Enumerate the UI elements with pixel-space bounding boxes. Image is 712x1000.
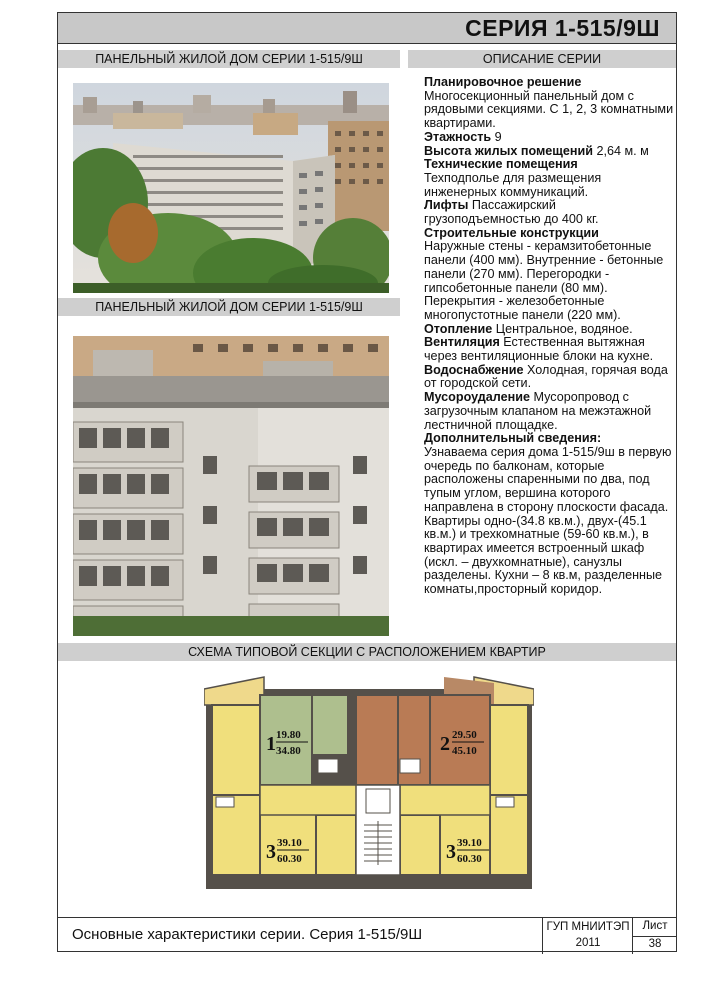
description-section: [424, 131, 674, 145]
description-section: [424, 76, 674, 131]
title-bar: [58, 13, 676, 44]
apt3a-total-area: 60.30: [277, 853, 302, 865]
sheet-number: 38: [648, 938, 662, 950]
description-section: [424, 199, 674, 226]
plan-header: СХЕМА ТИПОВОЙ СЕКЦИИ С РАСПОЛОЖЕНИЕМ КВАРТИР: [58, 643, 676, 661]
description-heading: Планировочное решение: [424, 75, 582, 89]
description-section: [424, 158, 674, 199]
apt1-living-area: 19.80: [276, 729, 301, 741]
apt2-rooms: 2: [440, 733, 450, 755]
description-heading: Строительные конструкции: [424, 225, 599, 240]
apt2-total-area: 45.10: [452, 745, 477, 757]
title-block: [58, 917, 676, 954]
description-text: Узнаваема серия дома 1-515/9ш в первую очередь по балконам, которые расположены спаренными по два, под тупым углом, вершина которого направлена в сторону плоскости фасада. Квартиры одно-(34.8 кв.м.), двух-(45.1 кв.м.) и трехкомнатные (59-60 кв.м.), в квартирах имеется встроенный шкаф (искл. – двухкомнатные), санузлы разделены. Кухни – 8 кв.м, разделенные комнаты,просторный коридор.: [424, 444, 672, 597]
apt3b-living-area: 39.10: [457, 837, 482, 849]
description-text: 2,64 м. м: [596, 143, 649, 158]
description-section: [424, 432, 674, 596]
building-photo-facade: [73, 336, 389, 636]
sheet-cell: [632, 918, 677, 954]
description-text: 9: [494, 129, 502, 144]
description-heading: Дополнительный сведения:: [424, 431, 602, 446]
description-section: [424, 391, 674, 432]
apt3a-living-area: 39.10: [277, 837, 302, 849]
description-heading: Этажность: [424, 129, 492, 144]
building-photo-aerial: [73, 83, 389, 293]
description-heading: Водоснабжение: [424, 362, 524, 377]
photo-top-caption: ПАНЕЛЬНЫЙ ЖИЛОЙ ДОМ СЕРИИ 1-515/9Ш: [58, 50, 400, 68]
apt3a-rooms: 3: [266, 841, 276, 863]
description-section: [424, 323, 674, 337]
organization-cell: [542, 918, 633, 954]
sheet-label: Лист: [633, 920, 677, 937]
description-heading: Высота жилых помещений: [424, 143, 594, 158]
description-section: [424, 145, 674, 159]
description-heading: Мусороудаление: [424, 390, 530, 405]
document-sheet: [57, 12, 677, 952]
description-text: Многосекционный панельный дом с рядовыми секциями. С 1, 2, 3 комнатными квартирами.: [424, 88, 674, 131]
apt3b-rooms: 3: [446, 841, 456, 863]
description-header: ОПИСАНИЕ СЕРИИ: [408, 50, 676, 68]
page-title: СЕРИЯ 1-515/9Ш: [465, 15, 660, 41]
description-text: Естественная вытяжная через вентиляционные блоки на кухне.: [424, 335, 654, 364]
description-text: Мусоропровод с загрузочным клапаном на межэтажной лестничной площадке.: [424, 390, 652, 432]
description-section: [424, 336, 674, 363]
section-floor-plan: [204, 675, 534, 891]
description-section: [424, 364, 674, 391]
description-section: [424, 227, 674, 323]
series-description: [424, 76, 674, 597]
description-heading: Лифты: [424, 198, 469, 213]
description-text: Холодная, горячая вода от городской сети.: [424, 362, 668, 391]
footer-caption: Основные характеристики серии. Серия 1-515/9Ш: [72, 926, 423, 943]
apt1-rooms: 1: [266, 733, 276, 755]
apt2-living-area: 29.50: [452, 729, 477, 741]
photo-mid-caption: ПАНЕЛЬНЫЙ ЖИЛОЙ ДОМ СЕРИИ 1-515/9Ш: [58, 298, 400, 316]
description-text: Центральное, водяное.: [495, 321, 633, 336]
description-text: Техподполье для размещения инженерных коммуникаций.: [424, 170, 602, 199]
document-year: 2011: [575, 937, 601, 949]
organization-name: ГУП МНИИТЭП: [546, 921, 630, 933]
description-heading: Технические помещения: [424, 157, 578, 172]
description-heading: Вентиляция: [424, 335, 500, 350]
apt1-total-area: 34.80: [276, 745, 301, 757]
description-text: Пассажирский грузоподъемностью до 400 кг.: [424, 198, 599, 227]
apt3b-total-area: 60.30: [457, 853, 482, 865]
description-heading: Отопление: [424, 321, 493, 336]
description-text: Наружные стены - керамзитобетонные панели (400 мм). Внутренние - бетонные панели (270 мм). Перегородки - гипсобетонные панели (80 мм). Перекрытия - железобетонные многопустотные панели (220 мм).: [424, 239, 664, 322]
